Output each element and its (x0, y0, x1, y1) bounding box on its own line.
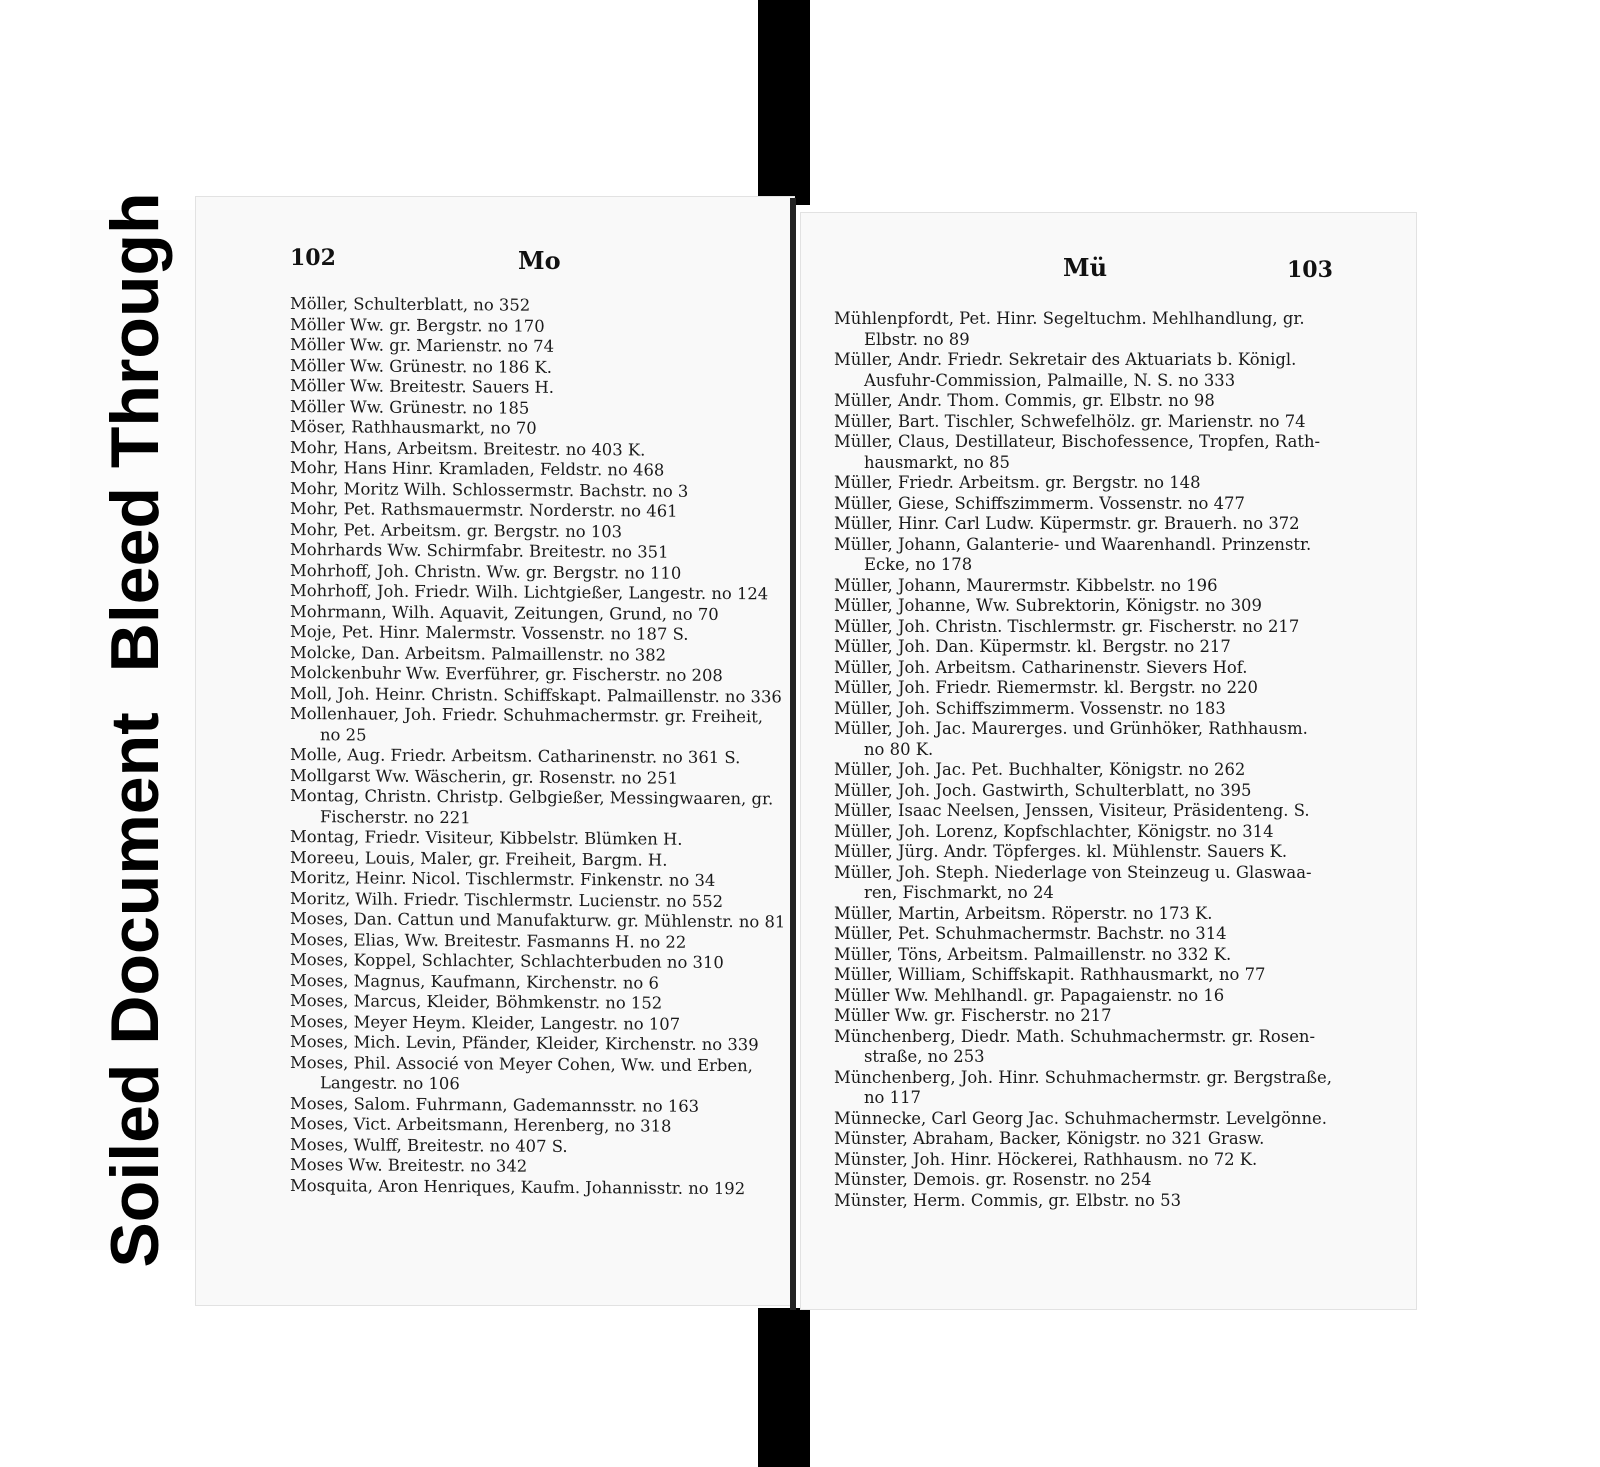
directory-entry: Müller, Johanne, Ww. Subrektorin, Königstr. no 309 (834, 596, 1262, 615)
directory-entry: Montag, Friedr. Visiteur, Kibbelstr. Blümken H. (290, 827, 683, 849)
directory-entry: Möser, Rathhausmarkt, no 70 (290, 417, 537, 438)
directory-entry: Mohr, Moritz Wilh. Schlossermstr. Bachstr. no 3 (290, 478, 689, 501)
directory-entry: Müller, Joh. Christn. Tischlermstr. gr. Fischerstr. no 217 (834, 616, 1300, 636)
directory-entry: Möller Ww. Grünestr. no 186 K. (290, 355, 553, 377)
right-entry-list (834, 309, 1344, 1211)
directory-entry: Müller Ww. Mehlhandl. gr. Papagaienstr. no 16 (834, 985, 1225, 1005)
directory-entry: Müller, Johann, Maurermstr. Kibbelstr. no 196 (834, 575, 1218, 595)
directory-entry: Mohr, Hans, Arbeitsm. Breitestr. no 403 K. (290, 437, 646, 459)
directory-entry: Molckenbuhr Ww. Everführer, gr. Fischerstr. no 208 (290, 663, 723, 686)
directory-entry: Moses, Dan. Cattun und Manufakturw. gr. Mühlenstr. no 81 (290, 909, 786, 932)
directory-entry: Moses, Mich. Levin, Pfänder, Kleider, Kirchenstr. no 339 (290, 1032, 759, 1055)
directory-entry: Moje, Pet. Hinr. Malermstr. Vossenstr. no 187 S. (290, 622, 689, 644)
directory-entry: Ecke, no 178 (864, 555, 973, 574)
directory-entry: Montag, Christn. Christp. Gelbgießer, Messingwaaren, gr. (290, 786, 774, 809)
directory-entry: Fischerstr. no 221 (320, 806, 471, 827)
directory-entry: Moses, Phil. Associé von Meyer Cohen, Ww. und Erben, (290, 1052, 753, 1075)
left-entry-list (290, 294, 790, 1199)
directory-entry: Müller, Hinr. Carl Ludw. Küpermstr. gr. Brauerh. no 372 (834, 514, 1300, 533)
directory-entry: Müller, Joh. Jac. Maurerges. und Grünhöker, Rathhausm. (834, 719, 1308, 738)
directory-entry: Moses, Meyer Heym. Kleider, Langestr. no 107 (290, 1011, 681, 1034)
directory-entry: Moritz, Wilh. Friedr. Tischlermstr. Lucienstr. no 552 (290, 888, 724, 911)
directory-entry: Münchenberg, Joh. Hinr. Schuhmachermstr. gr. Bergstraße, (834, 1067, 1332, 1087)
directory-entry: Müller, Andr. Thom. Commis, gr. Elbstr. no 98 (834, 391, 1215, 410)
directory-entry: Müller, Claus, Destillateur, Bischofessence, Tropfen, Rath- (834, 432, 1321, 451)
directory-entry: Münster, Demois. gr. Rosenstr. no 254 (834, 1170, 1152, 1189)
directory-entry: Moritz, Heinr. Nicol. Tischlermstr. Finkenstr. no 34 (290, 868, 716, 890)
directory-entry: Müller, Giese, Schiffszimmerm. Vossenstr. no 477 (834, 493, 1245, 513)
directory-entry: Müller, Bart. Tischler, Schwefelhölz. gr. Marienstr. no 74 (834, 411, 1306, 431)
directory-entry: Moses, Marcus, Kleider, Böhmkenstr. no 152 (290, 991, 663, 1013)
directory-entry: Münchenberg, Diedr. Math. Schuhmachermstr. gr. Rosen- (834, 1026, 1315, 1046)
directory-entry: Müller, Friedr. Arbeitsm. gr. Bergstr. no 148 (834, 473, 1201, 492)
directory-entry: Elbstr. no 89 (864, 329, 970, 349)
side-label-word2: Bleed Through (97, 192, 173, 673)
directory-entry: Mollenhauer, Joh. Friedr. Schuhmachermstr. gr. Freiheit, (290, 704, 763, 727)
directory-entry: Möller Ww. Grünestr. no 185 (290, 396, 530, 418)
right-page-number: 103 (1287, 257, 1333, 283)
directory-entry: Münster, Abraham, Backer, Königstr. no 321 Grasw. (834, 1129, 1265, 1148)
directory-entry: Mosquita, Aron Henriques, Kaufm. Johannisstr. no 192 (290, 1175, 746, 1198)
directory-entry: Möller, Schulterblatt, no 352 (290, 294, 531, 315)
directory-entry: Möller Ww. gr. Bergstr. no 170 (290, 314, 545, 336)
directory-entry: no 117 (864, 1088, 921, 1107)
directory-entry: Möller Ww. Breitestr. Sauers H. (290, 376, 555, 397)
directory-entry: Mohrhoff, Joh. Christn. Ww. gr. Bergstr. no 110 (290, 560, 682, 583)
directory-entry: Münster, Herm. Commis, gr. Elbstr. no 53 (834, 1190, 1181, 1210)
directory-entry: Müller, Isaac Neelsen, Jenssen, Visiteur, Präsidenteng. S. (834, 801, 1310, 820)
directory-entry: Müller, Joh. Dan. Küpermstr. kl. Bergstr. no 217 (834, 637, 1231, 656)
side-label-word1: Soiled Document (97, 712, 173, 1268)
directory-entry: straße, no 253 (864, 1047, 985, 1066)
right-page-heading: Mü (1063, 253, 1108, 282)
directory-entry: Mohrhards Ww. Schirmfabr. Breitestr. no 351 (290, 540, 669, 562)
directory-entry: Müller, Joh. Schiffszimmerm. Vossenstr. no 183 (834, 698, 1226, 718)
directory-entry: Moses Ww. Breitestr. no 342 (290, 1155, 528, 1176)
directory-entry: Moses, Elias, Ww. Breitestr. Fasmanns H. no 22 (290, 929, 687, 952)
directory-entry: Möller Ww. gr. Marienstr. no 74 (290, 335, 555, 356)
directory-entry: Müller, William, Schiffskapit. Rathhausmarkt, no 77 (834, 965, 1266, 984)
directory-entry: Mohrhoff, Joh. Friedr. Wilh. Lichtgießer, Langestr. no 124 (290, 581, 769, 604)
directory-entry: Müller, Jürg. Andr. Töpferges. kl. Mühlenstr. Sauers K. (834, 842, 1288, 861)
directory-entry: Molcke, Dan. Arbeitsm. Palmaillenstr. no 382 (290, 642, 667, 665)
directory-entry: Moses, Koppel, Schlachter, Schlachterbuden no 310 (290, 950, 724, 973)
scan-clamp-top (758, 0, 810, 205)
directory-entry: Müller, Pet. Schuhmachermstr. Bachstr. no 314 (834, 924, 1227, 943)
directory-entry: Mohr, Pet. Arbeitsm. gr. Bergstr. no 103 (290, 519, 623, 541)
directory-entry: Münster, Joh. Hinr. Höckerei, Rathhausm. no 72 K. (834, 1149, 1258, 1169)
directory-entry: Mühlenpfordt, Pet. Hinr. Segeltuchm. Mehlhandlung, gr. (834, 309, 1305, 328)
directory-entry: Moll, Joh. Heinr. Christn. Schiffskapt. Palmaillenstr. no 336 (290, 683, 782, 706)
directory-entry: Müller, Martin, Arbeitsm. Röperstr. no 173 K. (834, 903, 1213, 923)
scan-clamp-bottom (758, 1308, 810, 1467)
directory-entry: Müller, Andr. Friedr. Sekretair des Aktuariats b. Königl. (834, 350, 1297, 369)
directory-entry: Ausfuhr-Commission, Palmaille, N. S. no 333 (864, 370, 1236, 390)
directory-entry: Langestr. no 106 (320, 1073, 460, 1094)
directory-entry: Müller Ww. gr. Fischerstr. no 217 (834, 1006, 1112, 1025)
directory-entry: Moses, Vict. Arbeitsmann, Herenberg, no 318 (290, 1114, 672, 1136)
directory-entry: Moses, Magnus, Kaufmann, Kirchenstr. no 6 (290, 970, 659, 993)
directory-entry: Moses, Wulff, Breitestr. no 407 S. (290, 1134, 568, 1156)
directory-entry: Mohrmann, Wilh. Aquavit, Zeitungen, Grund, no 70 (290, 601, 719, 624)
directory-entry: Müller, Joh. Jac. Pet. Buchhalter, Königstr. no 262 (834, 760, 1246, 779)
directory-entry: Moreeu, Louis, Maler, gr. Freiheit, Bargm. H. (290, 847, 668, 870)
directory-entry: Müller, Johann, Galanterie- und Waarenhandl. Prinzenstr. (834, 534, 1312, 554)
directory-entry: hausmarkt, no 85 (864, 452, 1010, 472)
left-page-heading: Mo (518, 246, 561, 275)
directory-entry: Moses, Salom. Fuhrmann, Gademannsstr. no 163 (290, 1093, 700, 1116)
book-gutter (790, 198, 796, 1310)
directory-entry: Mohr, Pet. Rathsmauermstr. Norderstr. no 461 (290, 499, 678, 521)
side-label-text (96, 192, 174, 1267)
directory-entry: Müller, Joh. Joch. Gastwirth, Schulterblatt, no 395 (834, 780, 1252, 800)
directory-entry: Molle, Aug. Friedr. Arbeitsm. Catharinenstr. no 361 S. (290, 745, 741, 768)
directory-entry: no 25 (320, 724, 367, 745)
directory-entry: Mollgarst Ww. Wäscherin, gr. Rosenstr. no 251 (290, 765, 679, 788)
directory-entry: Müller, Joh. Friedr. Riemermstr. kl. Bergstr. no 220 (834, 678, 1258, 697)
directory-entry: Münnecke, Carl Georg Jac. Schuhmachermstr. Levelgönne. (834, 1108, 1327, 1128)
left-page-number: 102 (290, 245, 336, 271)
directory-entry: Müller, Joh. Lorenz, Kopfschlachter, Königstr. no 314 (834, 821, 1274, 841)
directory-entry: no 80 K. (864, 739, 934, 759)
directory-entry: Müller, Joh. Arbeitsm. Catharinenstr. Sievers Hof. (834, 657, 1248, 677)
directory-entry: ren, Fischmarkt, no 24 (864, 883, 1054, 902)
directory-entry: Müller, Joh. Steph. Niederlage von Steinzeug u. Glaswaa- (834, 862, 1312, 882)
directory-entry: Mohr, Hans Hinr. Kramladen, Feldstr. no 468 (290, 458, 665, 480)
directory-entry: Müller, Töns, Arbeitsm. Palmaillenstr. no 332 K. (834, 944, 1232, 964)
